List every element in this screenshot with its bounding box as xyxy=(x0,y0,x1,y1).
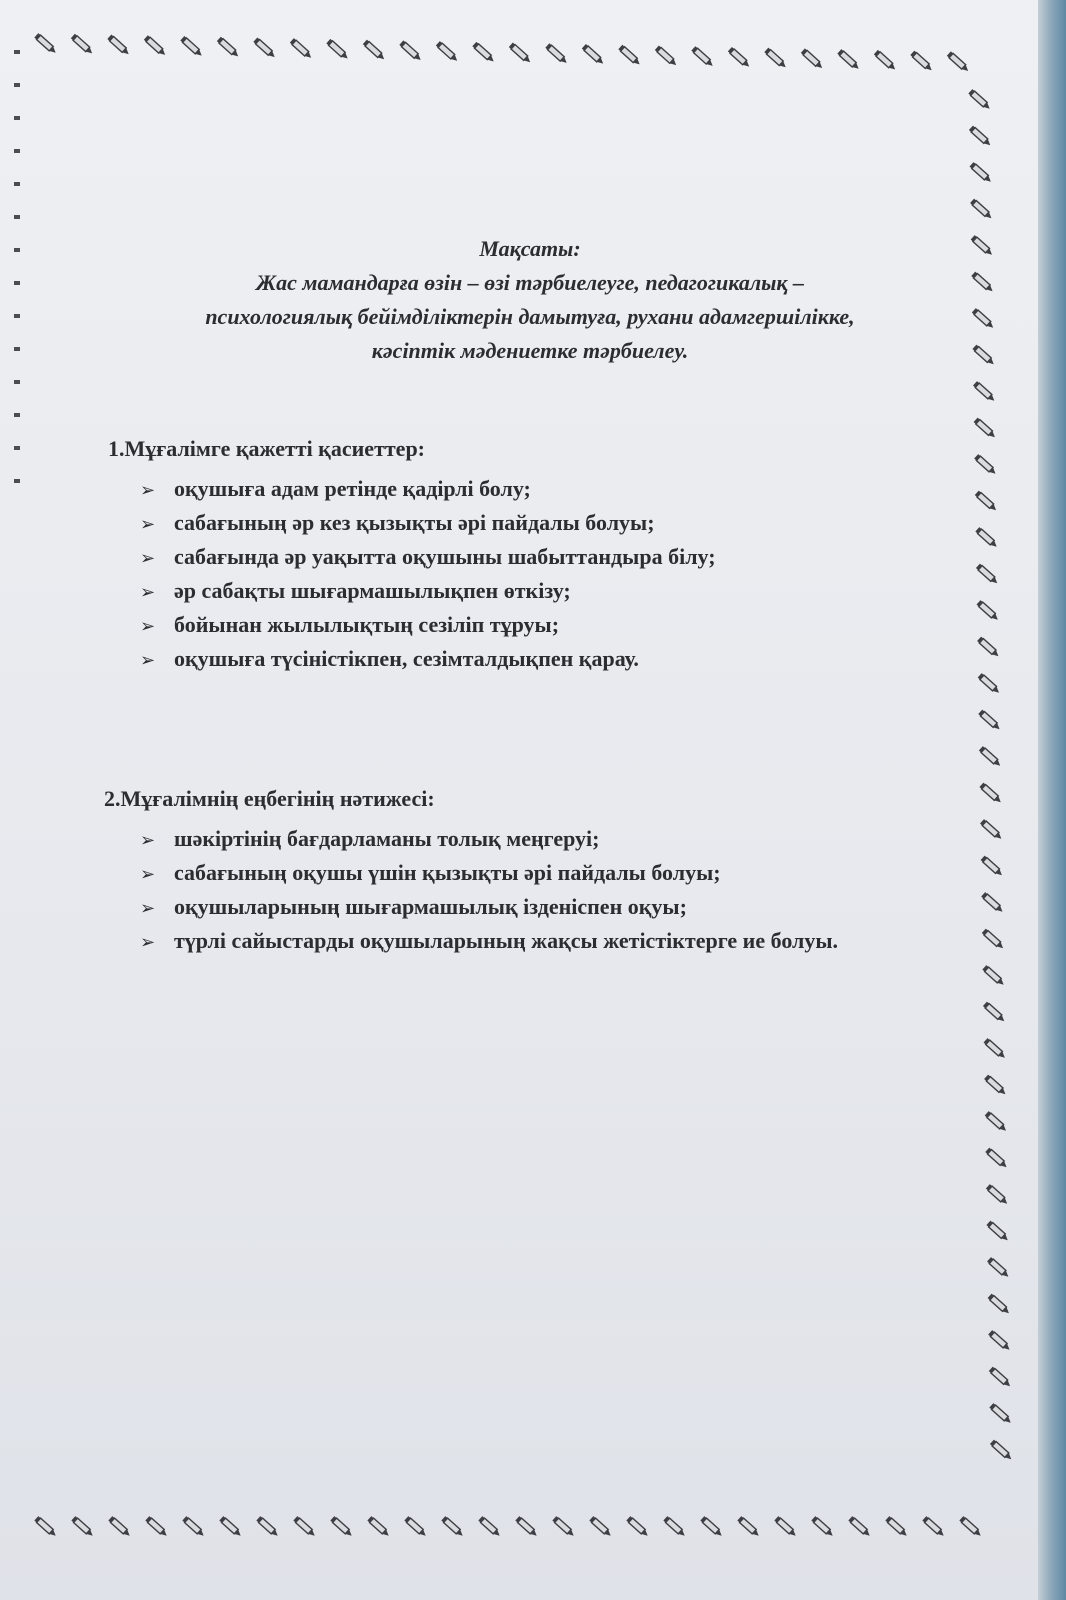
pencil-icon xyxy=(108,1516,131,1538)
pencil-icon xyxy=(976,564,999,586)
pencil-icon xyxy=(978,710,1001,732)
pencil-icon xyxy=(774,1516,797,1538)
pencil-icon xyxy=(974,418,997,440)
pencil-icon xyxy=(34,1516,57,1538)
pencil-icon xyxy=(986,1221,1009,1243)
pencil-icon xyxy=(978,673,1001,695)
pencil-icon xyxy=(363,40,386,62)
pencil-icon xyxy=(404,1516,427,1538)
pencil-icon xyxy=(326,39,349,61)
pencil-icon xyxy=(145,1516,168,1538)
arrow-bullet-icon: ➢ xyxy=(140,830,156,851)
pencil-icon xyxy=(801,48,824,70)
section2-title: 2.Мұғалімнің еңбегінің нәтижесі: xyxy=(104,786,435,811)
pencil-icon xyxy=(728,47,751,69)
pencil-icon xyxy=(436,41,459,63)
pencil-icon xyxy=(618,45,641,67)
pencil-icon xyxy=(293,1516,316,1538)
pencil-icon xyxy=(984,1075,1007,1097)
pencil-icon xyxy=(990,1440,1013,1462)
goal-line-2: психологиялық бейімділіктерін дамытуға, рухани адамгершілікке, xyxy=(205,304,855,329)
pencil-icon xyxy=(811,1516,834,1538)
arrow-bullet-icon: ➢ xyxy=(140,932,156,953)
pencil-icon xyxy=(399,40,422,62)
pencil-icon xyxy=(977,637,1000,659)
pencil-icon xyxy=(71,34,94,56)
pencil-icon xyxy=(885,1516,908,1538)
goal-block xyxy=(100,232,960,368)
list-item: ➢ түрлі сайыстарды оқушыларының жақсы жетістіктерге ие болуы. xyxy=(140,924,838,958)
pencil-icon xyxy=(582,44,605,66)
list-item: ➢ сабағында әр уақытта оқушыны шабыттандыра білу; xyxy=(140,540,716,574)
pencil-icon xyxy=(983,1002,1006,1024)
pencil-icon xyxy=(980,819,1003,841)
pencil-icon xyxy=(988,1294,1011,1316)
pencil-icon xyxy=(981,856,1004,878)
arrow-bullet-icon: ➢ xyxy=(140,864,156,885)
pencil-icon xyxy=(144,35,167,57)
pencil-icon xyxy=(509,43,532,65)
pencil-icon xyxy=(959,1516,982,1538)
pencil-icon xyxy=(441,1516,464,1538)
section2-list xyxy=(140,822,838,958)
pencil-icon xyxy=(180,36,203,58)
pencil-icon xyxy=(367,1516,390,1538)
pencil-icon xyxy=(986,1184,1009,1206)
list-item: ➢ сабағының оқушы үшін қызықты әрі пайдалы болуы; xyxy=(140,856,838,890)
pencil-icon xyxy=(545,43,568,65)
pencil-icon xyxy=(34,33,57,55)
goal-line-1: Жас мамандарға өзін – өзі тәрбиелеуге, педагогикалық – xyxy=(255,270,805,295)
pencil-icon xyxy=(478,1516,501,1538)
pencil-icon xyxy=(979,783,1002,805)
pencil-icon xyxy=(515,1516,538,1538)
pencil-icon xyxy=(290,38,313,60)
pencil-icon xyxy=(947,51,970,73)
pencil-icon xyxy=(989,1403,1012,1425)
pencil-icon xyxy=(969,126,992,148)
goal-line-3: кәсіптік мәдениетке тәрбиелеу. xyxy=(371,338,689,363)
pencil-icon xyxy=(219,1516,242,1538)
pencil-icon xyxy=(969,162,992,184)
pencil-icon xyxy=(981,892,1004,914)
pencil-icon xyxy=(764,48,787,70)
list-item: ➢ оқушыға адам ретінде қадірлі болу; xyxy=(140,472,716,506)
pencil-icon xyxy=(691,46,714,68)
arrow-bullet-icon: ➢ xyxy=(140,616,156,637)
pencil-icon xyxy=(910,51,933,73)
pencil-icon xyxy=(217,37,240,59)
pencil-icon xyxy=(552,1516,575,1538)
pencil-icon xyxy=(737,1516,760,1538)
list-item: ➢ оқушыға түсіністікпен, сезімталдықпен қарау. xyxy=(140,642,716,676)
pencil-icon xyxy=(472,42,495,64)
arrow-bullet-icon: ➢ xyxy=(140,548,156,569)
pencil-icon xyxy=(874,50,897,72)
pencil-icon xyxy=(330,1516,353,1538)
pencil-icon xyxy=(987,1257,1010,1279)
pencil-icon xyxy=(984,1038,1007,1060)
pencil-icon xyxy=(922,1516,945,1538)
pencil-icon xyxy=(971,235,994,257)
pencil-icon xyxy=(71,1516,94,1538)
pencil-icon xyxy=(837,49,860,71)
pencil-icon xyxy=(988,1330,1011,1352)
pencil-icon xyxy=(970,199,993,221)
pencil-icon xyxy=(182,1516,205,1538)
list-item: ➢ сабағының әр кез қызықты әрі пайдалы болуы; xyxy=(140,506,716,540)
pencil-icon xyxy=(589,1516,612,1538)
pencil-icon xyxy=(107,35,130,57)
pencil-icon xyxy=(256,1516,279,1538)
list-item: ➢ әр сабақты шығармашылықпен өткізу; xyxy=(140,574,716,608)
pencil-icon xyxy=(655,45,678,67)
pencil-icon xyxy=(972,308,995,330)
section1-list xyxy=(140,472,716,676)
arrow-bullet-icon: ➢ xyxy=(140,898,156,919)
list-item: ➢ бойынан жылылықтың сезіліп тұруы; xyxy=(140,608,716,642)
pencil-icon xyxy=(985,1148,1008,1170)
pencil-icon xyxy=(626,1516,649,1538)
pencil-icon xyxy=(979,746,1002,768)
pencil-icon xyxy=(977,600,1000,622)
arrow-bullet-icon: ➢ xyxy=(140,514,156,535)
pencil-icon xyxy=(989,1367,1012,1389)
arrow-bullet-icon: ➢ xyxy=(140,480,156,501)
pencil-icon xyxy=(968,89,991,111)
pencil-icon xyxy=(663,1516,686,1538)
section1-title: 1.Мұғалімге қажетті қасиеттер: xyxy=(108,436,426,461)
pencil-icon xyxy=(975,491,998,513)
list-item: ➢ шәкіртінің бағдарламаны толық меңгеруі; xyxy=(140,822,838,856)
pencil-icon xyxy=(253,37,276,59)
list-item: ➢ оқушыларының шығармашылық ізденіспен оқуы; xyxy=(140,890,838,924)
arrow-bullet-icon: ➢ xyxy=(140,650,156,671)
pencil-icon xyxy=(975,527,998,549)
pencil-icon xyxy=(971,272,994,294)
pencil-icon xyxy=(973,381,996,403)
goal-heading: Мақсаты: xyxy=(479,236,581,261)
pencil-icon xyxy=(700,1516,723,1538)
pencil-icon xyxy=(985,1111,1008,1133)
pencil-icon xyxy=(974,454,997,476)
pencil-icon xyxy=(982,929,1005,951)
arrow-bullet-icon: ➢ xyxy=(140,582,156,603)
pencil-icon xyxy=(982,965,1005,987)
pencil-icon xyxy=(972,345,995,367)
pencil-icon xyxy=(848,1516,871,1538)
